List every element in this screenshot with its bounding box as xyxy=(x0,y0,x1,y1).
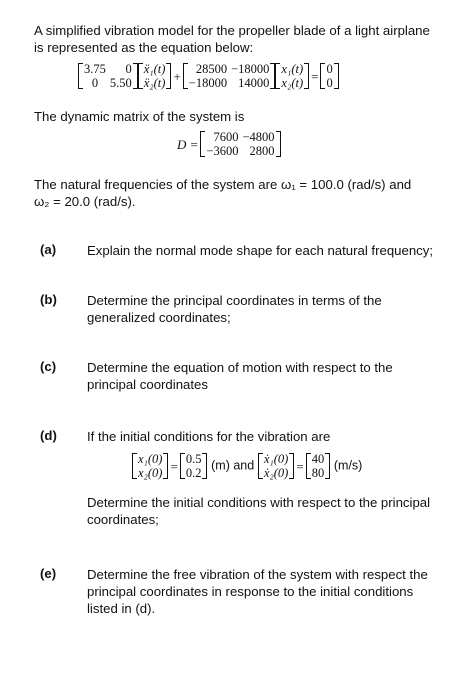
zero-vector: 0 0 xyxy=(320,62,338,90)
dynamic-matrix: 7600 −4800 −3600 2800 xyxy=(200,130,280,158)
question-d-text-continued: Determine the initial conditions with respect to the principal coordinates; xyxy=(87,495,431,527)
question-d-text: If the initial conditions for the vibration are xyxy=(87,429,331,444)
velocity-unit: (m/s) xyxy=(333,458,363,473)
natural-frequencies-line-1: The natural frequencies of the system are ω₁ = 100.0 (rad/s) and xyxy=(34,177,412,192)
displacement-unit: (m) and xyxy=(211,458,255,473)
dynamic-matrix-label: D = xyxy=(177,136,199,152)
question-b-label: (b) xyxy=(40,292,57,307)
mass-matrix: 3.75 0 0 5.50 xyxy=(78,62,138,90)
initial-displacement-values: 0.5 0.2 xyxy=(180,452,208,480)
intro-line-1: A simplified vibration model for the propeller blade of a light airplane xyxy=(34,23,430,38)
equation-of-motion xyxy=(78,62,339,90)
question-c-text: Determine the equation of motion with respect to the principal coordinates xyxy=(87,360,393,392)
natural-frequencies-line-2: ω₂ = 20.0 (rad/s). xyxy=(34,194,136,209)
question-d-label: (d) xyxy=(40,428,57,443)
initial-displacement-vector: x₁(0) x₂(0) xyxy=(132,452,168,480)
displacement-vector: x₁(t) x₂(t) xyxy=(275,62,309,90)
initial-velocity-values: 40 80 xyxy=(306,452,331,480)
stiffness-matrix: 28500 −18000 −18000 14000 xyxy=(183,62,276,90)
question-c-label: (c) xyxy=(40,359,57,374)
dynamic-matrix-equation xyxy=(175,130,281,158)
dynamic-matrix-text: The dynamic matrix of the system is xyxy=(34,109,245,124)
plus-sign: + xyxy=(173,68,181,84)
question-a-text: Explain the normal mode shape for each natural frequency; xyxy=(87,243,434,258)
question-e-text: Determine the free vibration of the system with respect the principal coordinates in response to the initial conditions listed in (d). xyxy=(87,567,428,616)
intro-line-2: is represented as the equation below: xyxy=(34,40,254,55)
question-a-label: (a) xyxy=(40,242,57,257)
initial-velocity-vector: ẋ₁(0) ẋ₂(0) xyxy=(258,452,294,480)
equals-sign: = xyxy=(311,68,319,84)
question-e-label: (e) xyxy=(40,566,57,581)
initial-conditions-equation: x₁(0) x₂(0) = 0.5 0.2 (m) and ẋ₁(0) ẋ₂(0) = 40 80 (m/s) xyxy=(132,452,362,480)
acceleration-vector: ẍ₁(t) ẍ₂(t) xyxy=(138,62,172,90)
question-b-text: Determine the principal coordinates in terms of the generalized coordinates; xyxy=(87,293,382,325)
